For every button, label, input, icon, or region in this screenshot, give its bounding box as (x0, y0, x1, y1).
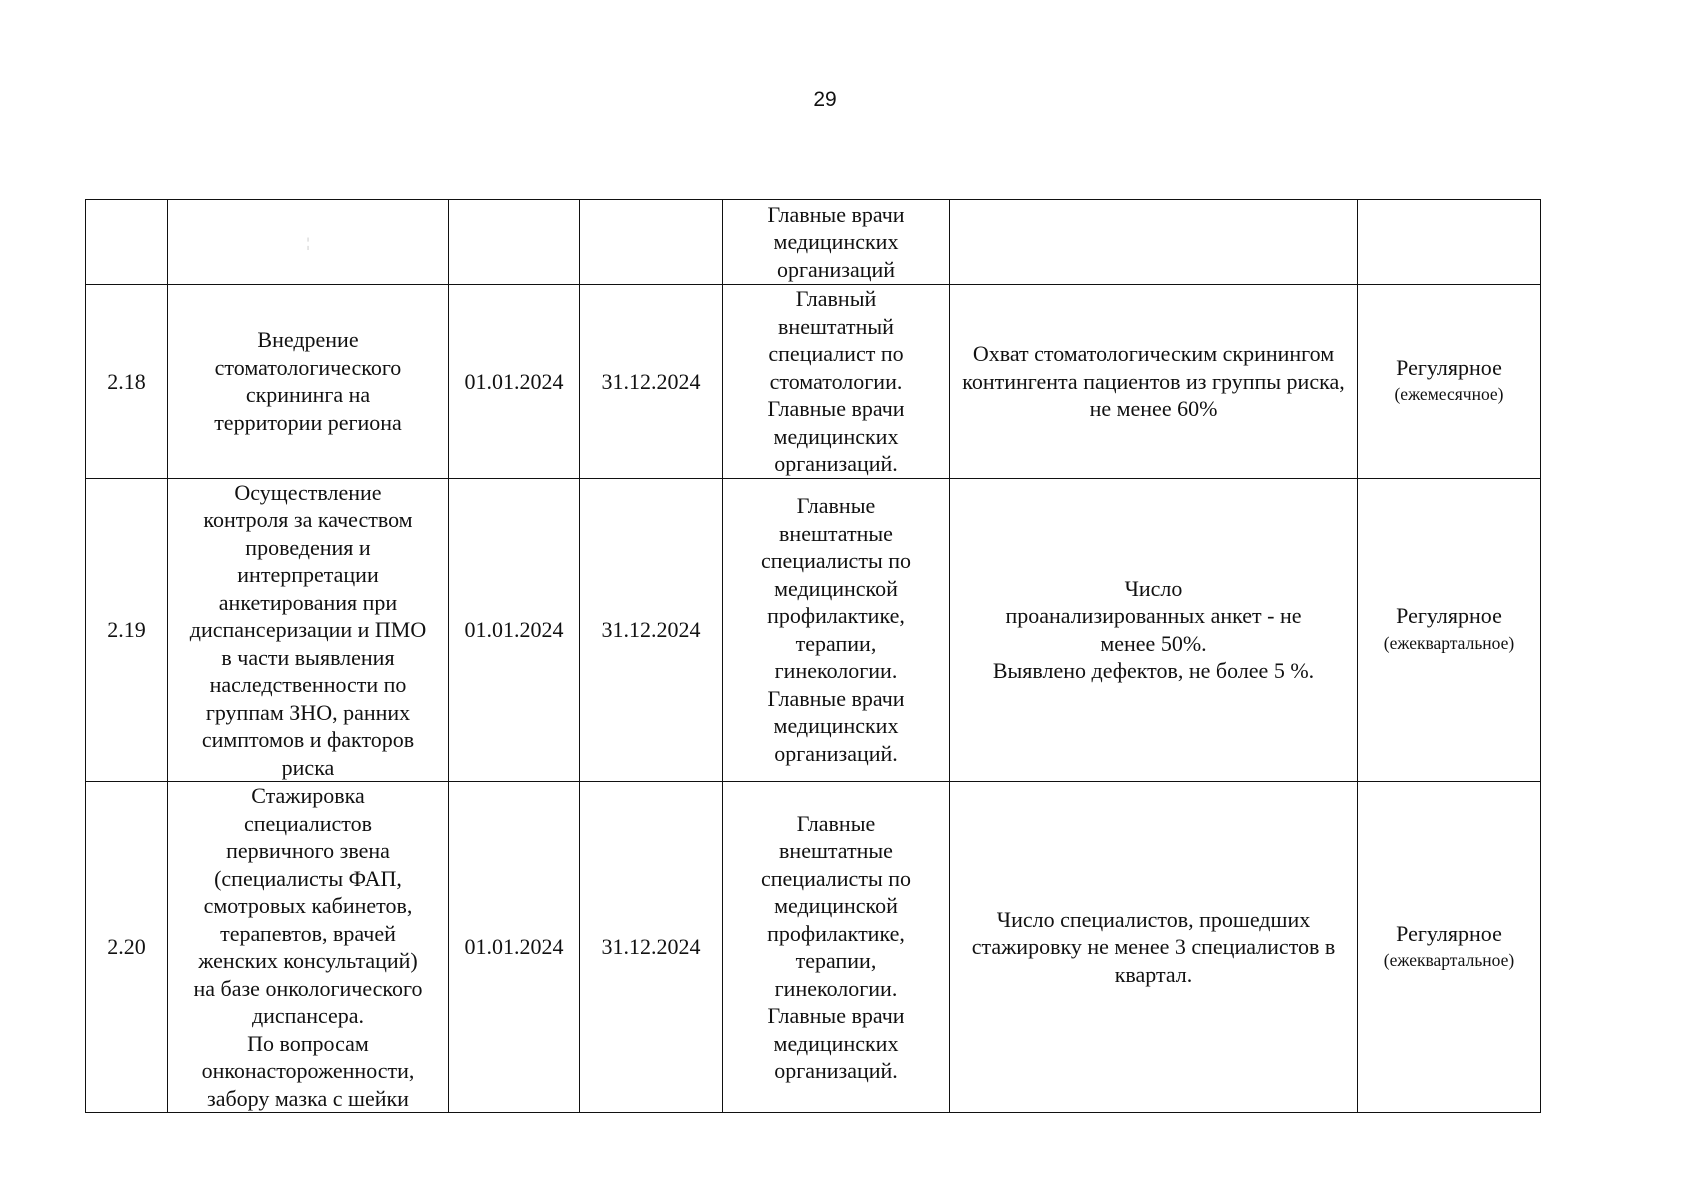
activity-cell (168, 200, 449, 285)
scan-mark: ¦ (306, 236, 310, 252)
activity-cell: Внедрение стоматологического скрининга на территории региона (168, 285, 449, 479)
indicator-cell: Число проанализированных анкет - не менее 50%. Выявлено дефектов, не более 5 %. (950, 478, 1358, 782)
table-row (86, 782, 1541, 1113)
periodicity-cell (1358, 782, 1541, 1113)
start-date-cell: 01.01.2024 (449, 285, 580, 479)
indicator-cell: Число специалистов, прошедших стажировку не менее 3 специалистов в квартал. (950, 782, 1358, 1113)
periodicity-detail: (ежеквартальное) (1383, 632, 1515, 653)
periodicity-detail: (ежемесячное) (1394, 384, 1504, 405)
periodicity-label: Регулярное (1396, 354, 1502, 380)
plan-table (85, 199, 1541, 1113)
indicator-cell: Охват стоматологическим скринингом контингента пациентов из группы риска, не менее 60% (950, 285, 1358, 479)
end-date-cell: 31.12.2024 (580, 782, 723, 1113)
activity-cell: Осуществление контроля за качеством проведения и интерпретации анкетирования при диспансеризации и ПМО в части выявления наследственности по группам ЗНО, ранних симптомов и факторов риска (168, 478, 449, 782)
periodicity-cell (1358, 478, 1541, 782)
indicator-cell (950, 200, 1358, 285)
activity-cell: Стажировка специалистов первичного звена (специалисты ФАП, смотровых кабинетов, терапевтов, врачей женских консультаций) на базе онкологического диспансера. По вопросам онконастороженности, забору мазка с шейки (168, 782, 449, 1113)
responsible-cell: Главный внештатный специалист по стоматологии. Главные врачи медицинских организаций. (723, 285, 950, 479)
periodicity-label: Регулярное (1396, 920, 1502, 946)
responsible-cell: Главные внештатные специалисты по медицинской профилактике, терапии, гинекологии. Главные врачи медицинских организаций. (723, 782, 950, 1113)
page-number: 29 (813, 88, 837, 111)
end-date-cell: 31.12.2024 (580, 285, 723, 479)
responsible-cell: Главные врачи медицинских организаций (723, 200, 950, 285)
end-date-cell: 31.12.2024 (580, 478, 723, 782)
row-number-cell: 2.19 (86, 478, 168, 782)
start-date-cell (449, 200, 580, 285)
end-date-cell (580, 200, 723, 285)
start-date-cell: 01.01.2024 (449, 782, 580, 1113)
table-row (86, 285, 1541, 479)
table-row (86, 478, 1541, 782)
start-date-cell: 01.01.2024 (449, 478, 580, 782)
table-row (86, 200, 1541, 285)
row-number-cell: 2.20 (86, 782, 168, 1113)
periodicity-detail: (ежеквартальное) (1383, 950, 1515, 970)
periodicity-cell (1358, 200, 1541, 285)
row-number-cell (86, 200, 168, 285)
responsible-cell: Главные внештатные специалисты по медицинской профилактике, терапии, гинекологии. Главные врачи медицинских организаций. (723, 478, 950, 782)
row-number-cell: 2.18 (86, 285, 168, 479)
periodicity-cell (1358, 285, 1541, 479)
periodicity-label: Регулярное (1396, 603, 1502, 629)
